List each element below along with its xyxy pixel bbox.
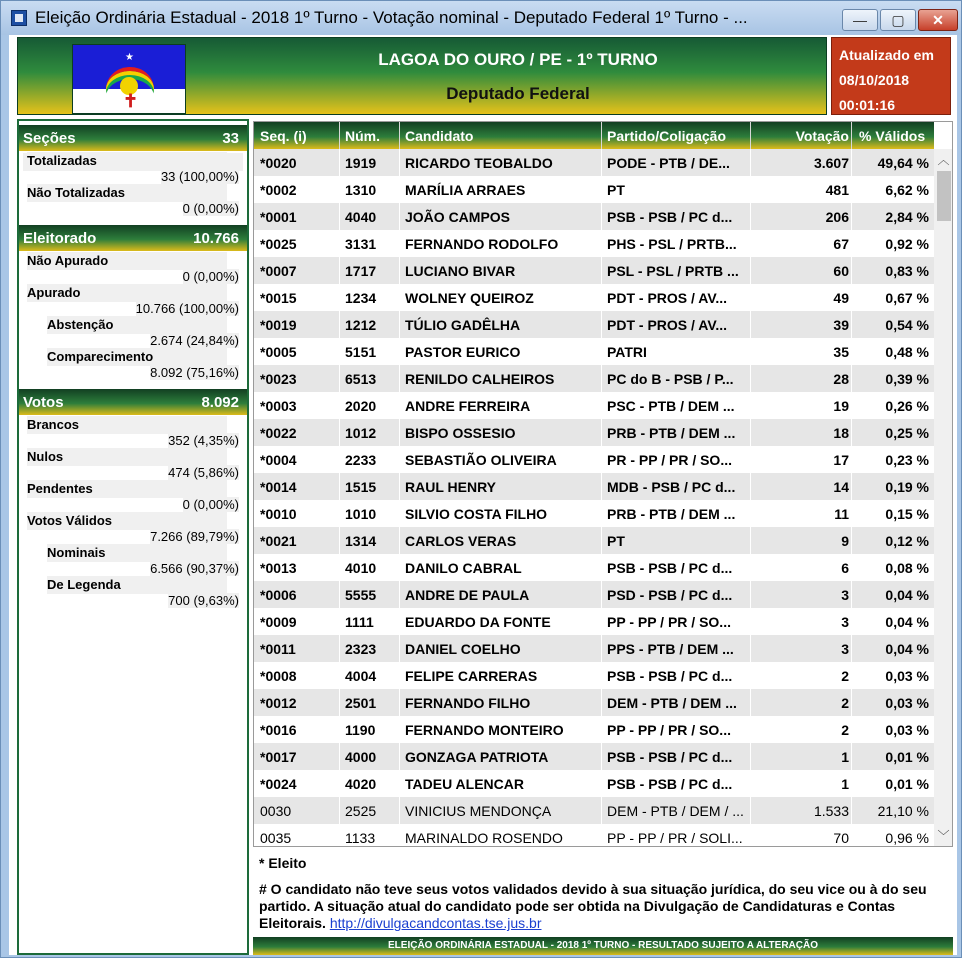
header-num[interactable]: Núm.: [345, 128, 380, 144]
table-row[interactable]: [254, 338, 934, 365]
header-seq[interactable]: Seq. (i): [260, 128, 307, 144]
cell-party: PHS - PSL / PRTB...: [607, 236, 737, 252]
cell-num: 5555: [345, 587, 377, 603]
table-row[interactable]: [254, 203, 934, 230]
cell-candidate: SEBASTIÃO OLIVEIRA: [405, 452, 557, 468]
cell-votes: 6: [841, 560, 849, 576]
window-title: Eleição Ordinária Estadual - 2018 1º Turno - Votação nominal - Deputado Federal 1º Turno - ...: [35, 8, 748, 27]
cell-num: 2233: [345, 452, 377, 468]
cell-valid-pct: 0,26 %: [885, 398, 929, 414]
cell-seq: *0007: [260, 263, 297, 279]
cell-num: 4000: [345, 749, 377, 765]
cell-candidate: DANILO CABRAL: [405, 560, 522, 576]
cell-valid-pct: 0,92 %: [885, 236, 929, 252]
cell-valid-pct: 0,54 %: [885, 317, 929, 333]
cell-num: 4010: [345, 560, 377, 576]
cell-valid-pct: 0,03 %: [885, 722, 929, 738]
cell-party: PSB - PSB / PC d...: [607, 776, 733, 792]
brancos-value: 352 (4,35%): [168, 433, 239, 448]
de-legenda-label: De Legenda: [47, 576, 227, 594]
cell-party: PRB - PTB / DEM ...: [607, 506, 736, 522]
cell-valid-pct: 0,83 %: [885, 263, 929, 279]
table-row[interactable]: [254, 365, 934, 392]
cell-valid-pct: 0,03 %: [885, 695, 929, 711]
table-row[interactable]: [254, 527, 934, 554]
cell-num: 2323: [345, 641, 377, 657]
cell-votes: 9: [841, 533, 849, 549]
cell-num: 1012: [345, 425, 377, 441]
header-partido[interactable]: Partido/Coligação: [607, 128, 727, 144]
cell-candidate: TADEU ALENCAR: [405, 776, 524, 792]
secoes-value: 33: [222, 130, 239, 147]
cell-candidate: EDUARDO DA FONTE: [405, 614, 551, 630]
cell-party: PSB - PSB / PC d...: [607, 749, 733, 765]
cell-party: PSC - PTB / DEM ...: [607, 398, 735, 414]
cell-party: MDB - PSB / PC d...: [607, 479, 736, 495]
table-row[interactable]: [254, 608, 934, 635]
cell-seq: *0009: [260, 614, 297, 630]
cell-votes: 60: [833, 263, 849, 279]
secoes-header: [19, 125, 247, 151]
table-row[interactable]: [254, 554, 934, 581]
cell-valid-pct: 0,01 %: [885, 749, 929, 765]
cell-valid-pct: 0,19 %: [885, 479, 929, 495]
votos-header: [19, 389, 247, 415]
header-candidato[interactable]: Candidato: [405, 128, 474, 144]
table-row[interactable]: [254, 500, 934, 527]
cell-seq: *0017: [260, 749, 297, 765]
cell-num: 5151: [345, 344, 377, 360]
cell-valid-pct: 0,08 %: [885, 560, 929, 576]
cell-valid-pct: 0,67 %: [885, 290, 929, 306]
cell-valid-pct: 0,04 %: [885, 587, 929, 603]
table-row[interactable]: [254, 257, 934, 284]
cell-num: 6513: [345, 371, 377, 387]
cell-candidate: RAUL HENRY: [405, 479, 497, 495]
cell-num: 1212: [345, 317, 377, 333]
nao-apurado-value: 0 (0,00%): [182, 269, 239, 284]
scroll-down-icon[interactable]: ﹀: [937, 829, 950, 843]
comparecimento-value: 8.092 (75,16%): [150, 365, 239, 380]
cell-candidate: SILVIO COSTA FILHO: [405, 506, 548, 522]
cell-votes: 70: [833, 830, 849, 846]
cell-valid-pct: 0,48 %: [885, 344, 929, 360]
cell-num: 2525: [345, 803, 377, 819]
table-row[interactable]: [254, 743, 934, 770]
cell-candidate: FELIPE CARRERAS: [405, 668, 538, 684]
cell-seq: *0010: [260, 506, 297, 522]
table-row[interactable]: [254, 635, 934, 662]
abstencao-label: Abstenção: [47, 316, 227, 334]
cell-num: 1111: [345, 614, 374, 630]
cell-seq: 0035: [260, 830, 292, 846]
cell-candidate: ANDRE DE PAULA: [405, 587, 530, 603]
table-row[interactable]: [254, 284, 934, 311]
cell-party: PC do B - PSB / P...: [607, 371, 734, 387]
cell-seq: *0014: [260, 479, 297, 495]
close-button[interactable]: ✕: [918, 9, 958, 31]
de-legenda-value: 700 (9,63%): [168, 593, 239, 608]
cell-party: PDT - PROS / AV...: [607, 290, 728, 306]
updated-box: [831, 37, 951, 115]
cell-candidate: PASTOR EURICO: [405, 344, 521, 360]
cell-votes: 3: [841, 614, 849, 630]
table-row[interactable]: [254, 446, 934, 473]
table-row[interactable]: [254, 770, 934, 797]
cell-party: PP - PP / PR / SO...: [607, 614, 731, 630]
pendentes-value: 0 (0,00%): [182, 497, 239, 512]
cell-votes: 39: [833, 317, 849, 333]
nao-totalizadas-label: Não Totalizadas: [27, 184, 227, 202]
cell-candidate: GONZAGA PATRIOTA: [405, 749, 549, 765]
cell-num: 4020: [345, 776, 377, 792]
cell-seq: *0025: [260, 236, 297, 252]
cell-candidate: WOLNEY QUEIROZ: [405, 290, 534, 306]
pernambuco-flag-icon: [72, 44, 186, 114]
cell-seq: *0004: [260, 452, 297, 468]
cell-votes: 2: [841, 722, 849, 738]
table-row[interactable]: [254, 419, 934, 446]
cell-party: DEM - PTB / DEM ...: [607, 695, 737, 711]
cell-votes: 35: [833, 344, 849, 360]
pendentes-label: Pendentes: [27, 480, 227, 498]
cell-party: PT: [607, 533, 625, 549]
client-area: [9, 35, 957, 955]
cell-votes: 14: [833, 479, 849, 495]
header-banner: [17, 37, 827, 115]
abstencao-value: 2.674 (24,84%): [150, 333, 239, 348]
cell-valid-pct: 49,64 %: [877, 155, 929, 171]
secoes-label: Seções: [23, 130, 76, 147]
table-row[interactable]: [254, 662, 934, 689]
cell-num: 1190: [345, 722, 376, 738]
cell-seq: *0019: [260, 317, 297, 333]
totalizadas-value: 33 (100,00%): [160, 169, 239, 184]
cell-candidate: CARLOS VERAS: [405, 533, 517, 549]
cell-seq: *0015: [260, 290, 297, 306]
cell-valid-pct: 21,10 %: [877, 803, 929, 819]
cell-votes: 19: [833, 398, 849, 414]
cell-party: PP - PP / PR / SO...: [607, 722, 731, 738]
cell-party: PSD - PSB / PC d...: [607, 587, 733, 603]
cell-candidate: FERNANDO RODOLFO: [405, 236, 559, 252]
cell-seq: *0006: [260, 587, 297, 603]
cell-num: 1310: [345, 182, 377, 198]
app-icon: [11, 10, 27, 26]
cell-valid-pct: 0,04 %: [885, 614, 929, 630]
cell-votes: 28: [833, 371, 849, 387]
title-bar[interactable]: [1, 1, 961, 35]
cell-valid-pct: 0,04 %: [885, 641, 929, 657]
cell-num: 1010: [345, 506, 377, 522]
cell-party: PR - PP / PR / SO...: [607, 452, 732, 468]
cell-party: PT: [607, 182, 625, 198]
table-row[interactable]: [254, 311, 934, 338]
votos-validos-label: Votos Válidos: [27, 512, 227, 530]
cell-party: PDT - PROS / AV...: [607, 317, 728, 333]
cell-seq: *0003: [260, 398, 297, 414]
cell-valid-pct: 0,23 %: [885, 452, 929, 468]
nao-totalizadas-value: 0 (0,00%): [182, 201, 239, 216]
disclaimer-note: [259, 881, 949, 932]
cell-votes: 3: [841, 641, 849, 657]
cell-votes: 3: [841, 587, 849, 603]
cell-candidate: DANIEL COELHO: [405, 641, 521, 657]
cell-candidate: MARINALDO ROSENDO: [405, 830, 563, 846]
cell-votes: 481: [825, 182, 849, 198]
summary-panel: [17, 119, 249, 955]
maximize-button[interactable]: ▢: [880, 9, 916, 31]
office-subtitle: Deputado Federal: [446, 84, 590, 103]
disclaimer-text: # O candidato não teve seus votos validados devido à sua situação jurídica, do seu vice ou à do seu partido. A situação atual do candidato pode ser obtida na Divulgação de Candidaturas e Contas Eleitorais.: [259, 881, 927, 931]
cell-candidate: LUCIANO BIVAR: [405, 263, 516, 279]
cell-num: 1919: [345, 155, 377, 171]
flag-star-icon: ★: [125, 52, 134, 63]
cell-valid-pct: 0,01 %: [885, 776, 929, 792]
cell-valid-pct: 6,62 %: [885, 182, 929, 198]
cell-party: PSB - PSB / PC d...: [607, 560, 733, 576]
cell-seq: *0008: [260, 668, 297, 684]
cell-votes: 1.533: [813, 803, 849, 819]
cell-num: 1515: [345, 479, 377, 495]
table-scrollbar[interactable]: [934, 149, 953, 847]
cell-valid-pct: 0,03 %: [885, 668, 929, 684]
header-validos[interactable]: % Válidos: [859, 128, 926, 144]
status-footer: ELEIÇÃO ORDINÁRIA ESTADUAL - 2018 1º TURNO - RESULTADO SUJEITO A ALTERAÇÃO: [253, 937, 953, 955]
updated-date: 08/10/2018: [839, 72, 910, 88]
cell-candidate: VINICIUS MENDONÇA: [405, 803, 552, 819]
nulos-value: 474 (5,86%): [168, 465, 239, 480]
cell-candidate: RICARDO TEOBALDO: [405, 155, 553, 171]
cell-votes: 67: [833, 236, 849, 252]
cell-votes: 17: [833, 452, 849, 468]
cell-valid-pct: 0,39 %: [885, 371, 929, 387]
cell-votes: 2: [841, 695, 849, 711]
scroll-thumb[interactable]: [937, 171, 951, 221]
apurado-value: 10.766 (100,00%): [135, 301, 239, 316]
cell-candidate: FERNANDO FILHO: [405, 695, 531, 711]
brancos-label: Brancos: [27, 416, 227, 434]
cell-party: PP - PP / PR / SOLI...: [607, 830, 743, 846]
eleitorado-label: Eleitorado: [23, 230, 97, 247]
cell-party: PATRI: [607, 344, 647, 360]
updated-label: Atualizado em: [839, 47, 934, 63]
cell-valid-pct: 0,15 %: [885, 506, 929, 522]
minimize-button[interactable]: —: [842, 9, 878, 31]
notes-area: [253, 847, 953, 937]
cell-party: PODE - PTB / DE...: [607, 155, 730, 171]
nao-apurado-label: Não Apurado: [27, 252, 227, 270]
results-table[interactable]: [253, 121, 953, 847]
cell-num: 1234: [345, 290, 377, 306]
flag-cross-icon: ✝: [123, 91, 139, 111]
table-row[interactable]: [254, 824, 934, 847]
cell-candidate: BISPO OSSESIO: [405, 425, 516, 441]
cell-party: PSL - PSL / PRTB ...: [607, 263, 739, 279]
cell-votes: 11: [834, 506, 849, 522]
cell-seq: *0022: [260, 425, 297, 441]
divulgacand-link[interactable]: http://divulgacandcontas.tse.jus.br: [329, 915, 542, 931]
cell-num: 3131: [345, 236, 377, 252]
cell-valid-pct: 0,12 %: [885, 533, 929, 549]
table-row[interactable]: [254, 176, 934, 203]
cell-num: 1133: [345, 830, 376, 846]
cell-seq: *0023: [260, 371, 297, 387]
cell-candidate: FERNANDO MONTEIRO: [405, 722, 564, 738]
cell-seq: *0020: [260, 155, 297, 171]
cell-candidate: JOÃO CAMPOS: [405, 209, 511, 225]
cell-candidate: TÚLIO GADÊLHA: [405, 317, 521, 333]
cell-seq: *0024: [260, 776, 297, 792]
cell-seq: *0002: [260, 182, 297, 198]
cell-num: 1717: [345, 263, 377, 279]
eleitorado-value: 10.766: [193, 230, 239, 247]
location-title: LAGOA DO OURO / PE - 1º TURNO: [378, 50, 658, 69]
table-row[interactable]: [254, 581, 934, 608]
header-votacao[interactable]: Votação: [795, 128, 849, 144]
cell-votes: 2: [841, 668, 849, 684]
cell-seq: *0012: [260, 695, 297, 711]
cell-votes: 3.607: [813, 155, 849, 171]
nominais-value: 6.566 (90,37%): [150, 561, 239, 576]
cell-seq: *0001: [260, 209, 297, 225]
nominais-label: Nominais: [47, 544, 227, 562]
cell-seq: *0021: [260, 533, 297, 549]
votos-value: 8.092: [201, 394, 239, 411]
cell-votes: 18: [833, 425, 849, 441]
cell-seq: *0011: [260, 641, 296, 657]
nulos-label: Nulos: [27, 448, 227, 466]
table-row[interactable]: [254, 473, 934, 500]
cell-votes: 1: [841, 749, 849, 765]
scroll-up-icon[interactable]: ︿: [937, 153, 950, 167]
cell-valid-pct: 0,96 %: [885, 830, 929, 846]
cell-seq: *0016: [260, 722, 297, 738]
table-header: [254, 122, 934, 149]
votos-label: Votos: [23, 394, 64, 411]
apurado-label: Apurado: [27, 284, 227, 302]
cell-candidate: MARÍLIA ARRAES: [405, 182, 526, 198]
cell-seq: *0013: [260, 560, 297, 576]
cell-votes: 206: [825, 209, 849, 225]
cell-party: PSB - PSB / PC d...: [607, 668, 733, 684]
cell-seq: *0005: [260, 344, 297, 360]
updated-time: 00:01:16: [839, 97, 896, 113]
cell-party: DEM - PTB / DEM / ...: [607, 803, 744, 819]
cell-candidate: ANDRE FERREIRA: [405, 398, 531, 414]
cell-num: 4040: [345, 209, 377, 225]
cell-party: PPS - PTB / DEM ...: [607, 641, 734, 657]
cell-num: 2501: [345, 695, 377, 711]
table-row[interactable]: [254, 716, 934, 743]
cell-num: 4004: [345, 668, 377, 684]
votos-validos-value: 7.266 (89,79%): [150, 529, 239, 544]
table-row[interactable]: [254, 797, 934, 824]
totalizadas-label: Totalizadas: [27, 152, 227, 170]
cell-num: 1314: [345, 533, 377, 549]
table-row[interactable]: [254, 149, 934, 176]
table-row[interactable]: [254, 392, 934, 419]
table-row[interactable]: [254, 689, 934, 716]
table-row[interactable]: [254, 230, 934, 257]
elected-note: * Eleito: [259, 855, 307, 871]
cell-num: 2020: [345, 398, 377, 414]
cell-votes: 49: [833, 290, 849, 306]
cell-candidate: RENILDO CALHEIROS: [405, 371, 555, 387]
cell-party: PRB - PTB / DEM ...: [607, 425, 736, 441]
cell-valid-pct: 2,84 %: [885, 209, 929, 225]
cell-valid-pct: 0,25 %: [885, 425, 929, 441]
eleitorado-header: [19, 225, 247, 251]
cell-party: PSB - PSB / PC d...: [607, 209, 733, 225]
cell-seq: 0030: [260, 803, 292, 819]
cell-votes: 1: [841, 776, 849, 792]
comparecimento-label: Comparecimento: [47, 348, 227, 366]
